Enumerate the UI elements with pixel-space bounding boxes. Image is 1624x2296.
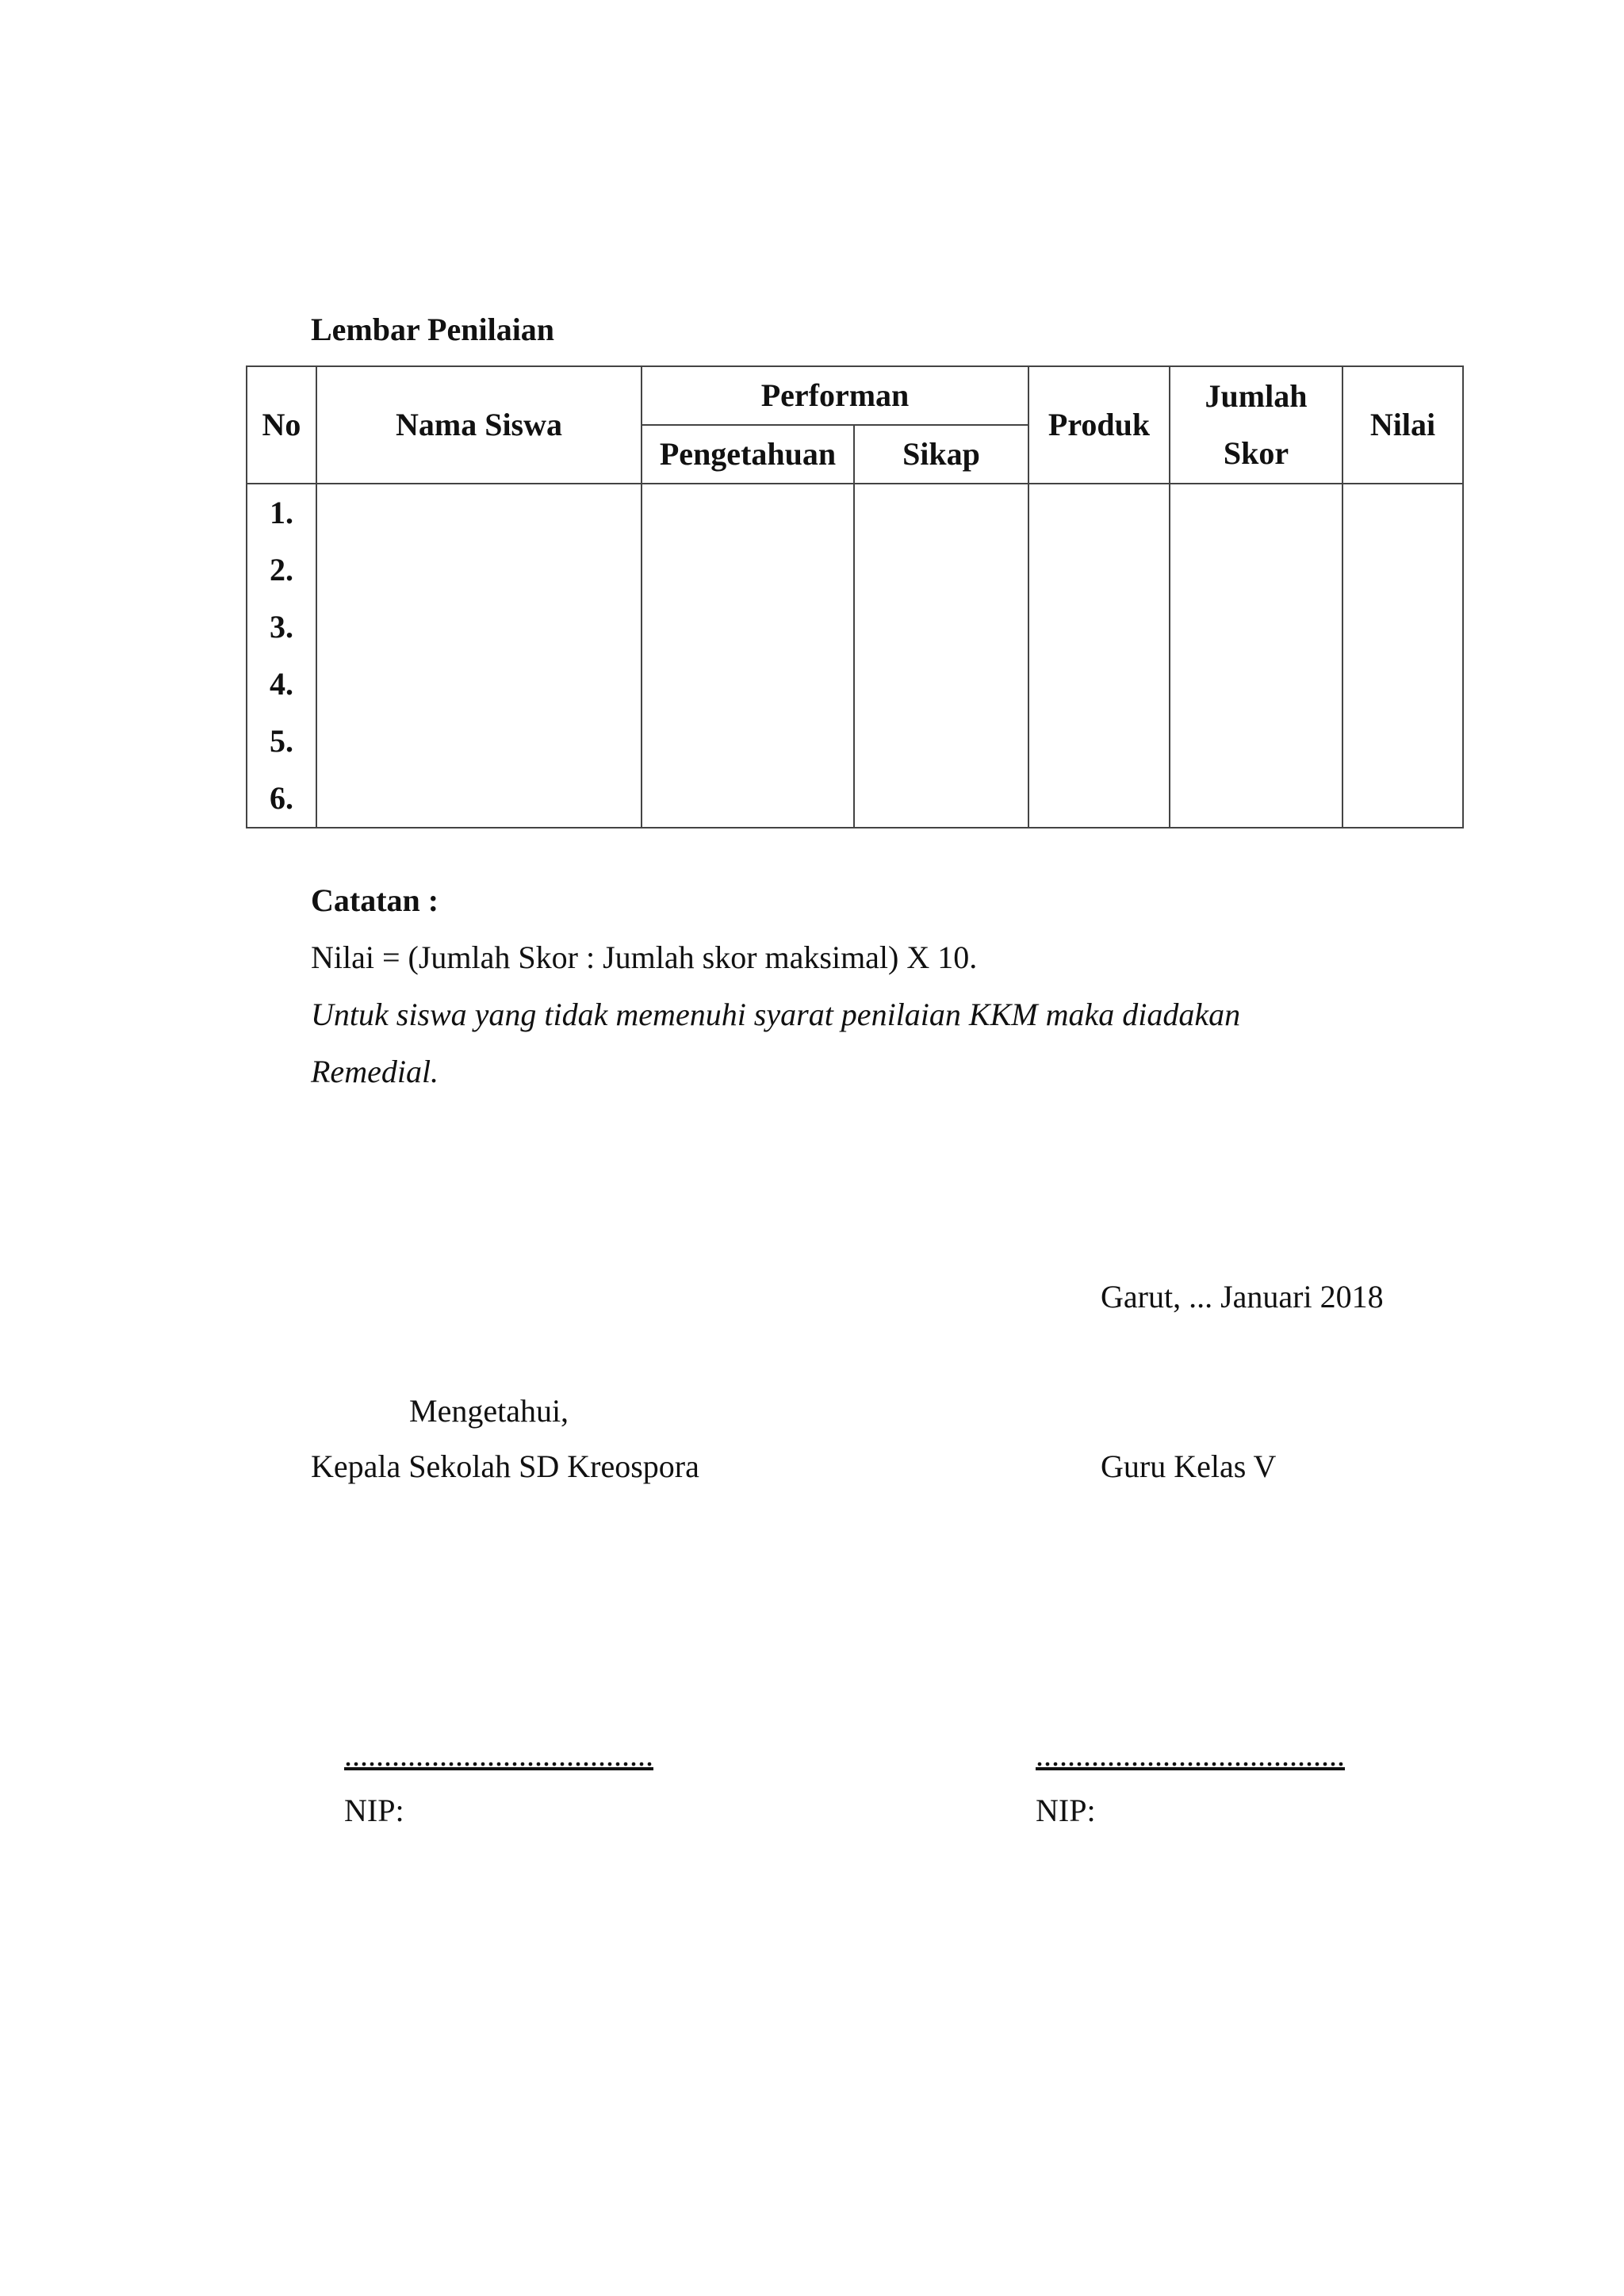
total-score-cell	[1170, 484, 1342, 828]
header-total-score-line1: Jumlah	[1205, 378, 1308, 414]
row-number: 1.	[270, 495, 293, 530]
header-attitude: Sikap	[854, 425, 1028, 484]
header-no: No	[247, 366, 316, 484]
header-total-score-line2: Skor	[1223, 435, 1289, 471]
teacher-nip: NIP:	[1036, 1793, 1096, 1828]
header-performance: Performan	[642, 366, 1028, 425]
row-number: 4.	[270, 666, 293, 702]
document-title: Lembar Penilaian	[311, 312, 555, 347]
knowledge-cell	[642, 484, 854, 828]
place-date: Garut, ... Januari 2018	[1101, 1279, 1384, 1314]
principal-signature-line: .......................................	[344, 1737, 653, 1773]
row-number: 6.	[270, 780, 293, 816]
row-number: 2.	[270, 552, 293, 587]
student-name-cell	[316, 484, 642, 828]
product-cell	[1028, 484, 1170, 828]
teacher-signature-line: .......................................	[1036, 1737, 1345, 1773]
row-number: 5.	[270, 723, 293, 759]
assessment-table	[246, 365, 1464, 828]
header-product: Produk	[1028, 366, 1170, 484]
table-row	[247, 484, 1463, 828]
principal-title: Kepala Sekolah SD Kreospora	[311, 1448, 699, 1484]
principal-nip: NIP:	[344, 1793, 404, 1828]
remedial-note-line1: Untuk siswa yang tidak memenuhi syarat penilaian KKM maka diadakan	[311, 997, 1241, 1032]
header-knowledge: Pengetahuan	[642, 425, 854, 484]
teacher-title: Guru Kelas V	[1101, 1448, 1277, 1484]
header-total-score	[1170, 366, 1342, 484]
attitude-cell	[854, 484, 1028, 828]
remedial-note-line2: Remedial.	[311, 1054, 439, 1089]
row-number: 3.	[270, 609, 293, 645]
acknowledged-label: Mengetahui,	[409, 1393, 569, 1429]
grade-cell	[1342, 484, 1463, 828]
header-student-name: Nama Siswa	[316, 366, 642, 484]
header-grade: Nilai	[1342, 366, 1463, 484]
row-numbers-cell	[247, 484, 316, 828]
grade-formula: Nilai = (Jumlah Skor : Jumlah skor maksimal) X 10.	[311, 939, 978, 975]
notes-heading: Catatan :	[311, 882, 439, 918]
